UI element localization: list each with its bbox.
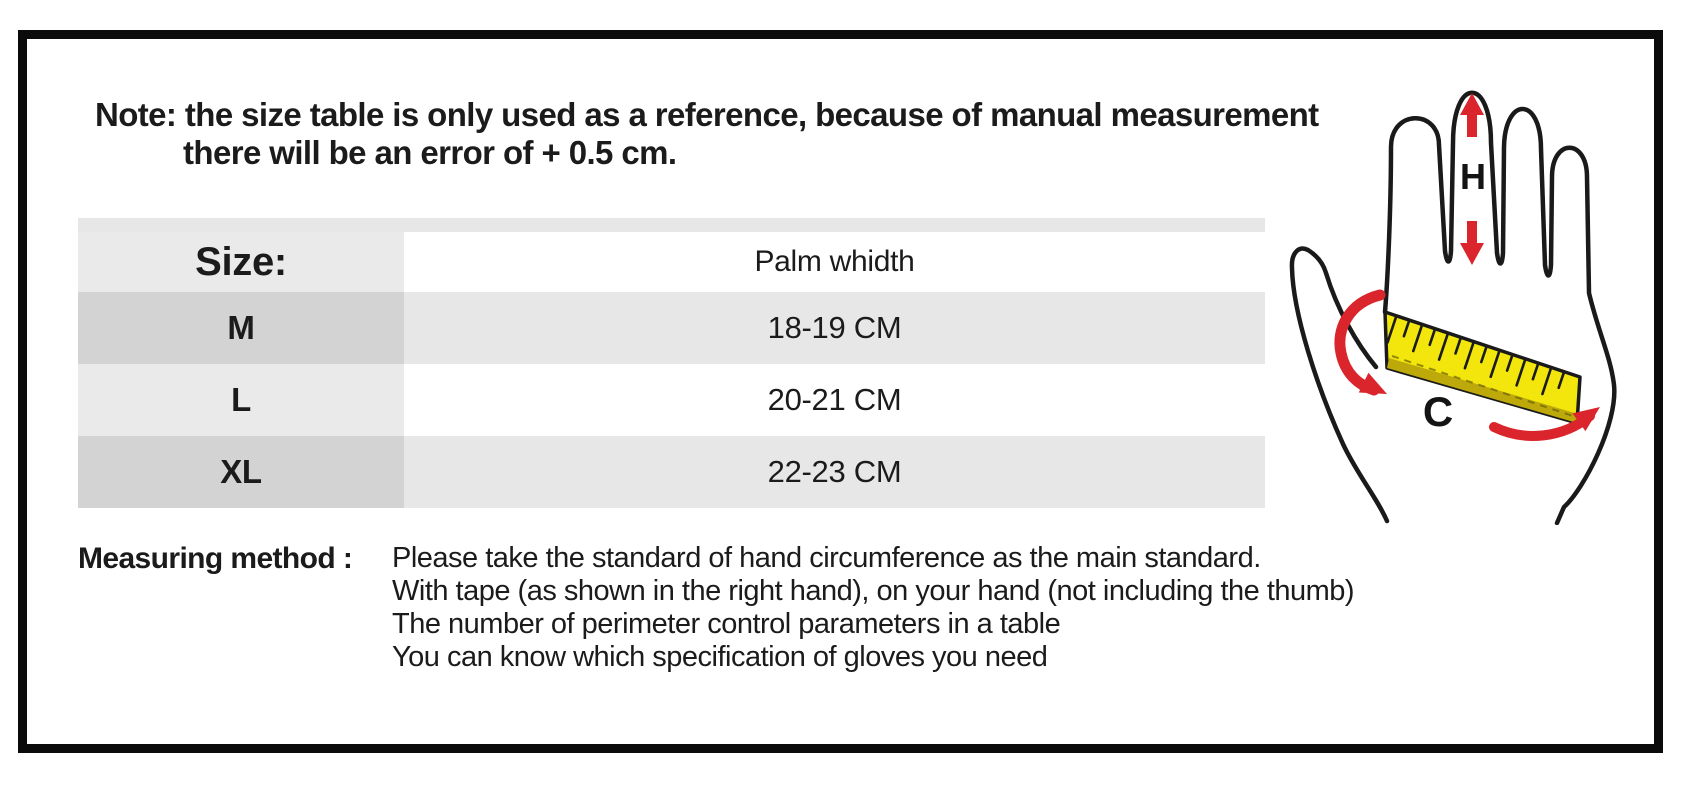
- row-l-palm-cell: 20-21 CM: [404, 364, 1265, 436]
- instruction-line-1: Please take the standard of hand circumference as the main standard.: [392, 542, 1261, 574]
- image-border-frame: [18, 30, 1663, 753]
- size-column-header: Size:: [78, 232, 404, 292]
- measuring-method-instructions: [392, 542, 1354, 674]
- row-m-size-cell: M: [78, 292, 404, 364]
- instruction-line-3: The number of perimeter control parameters in a table: [392, 608, 1061, 640]
- hand-measurement-diagram: [1280, 55, 1655, 525]
- note-text: [95, 96, 1319, 172]
- note-line-2: there will be an error of + 0.5 cm.: [183, 134, 677, 171]
- instruction-line-2: With tape (as shown in the right hand), on your hand (not including the thumb): [392, 575, 1355, 607]
- palm-width-column-header: Palm whidth: [404, 232, 1265, 292]
- size-table: [78, 218, 1265, 508]
- circumference-label: C: [1422, 388, 1454, 435]
- table-row-xl: [78, 436, 1265, 508]
- hand-outline: [1385, 93, 1614, 523]
- hand-diagram-svg: [1280, 55, 1655, 525]
- table-row-m: [78, 292, 1265, 364]
- note-line-1: Note: the size table is only used as a reference, because of manual measurement: [95, 96, 1319, 133]
- height-label: H: [1460, 156, 1486, 197]
- instruction-line-4: You can know which specification of gloves you need: [392, 641, 1048, 673]
- row-xl-palm-cell: 22-23 CM: [404, 436, 1265, 508]
- measuring-method-section: [78, 542, 1354, 674]
- table-top-strip: [78, 218, 1265, 232]
- table-row-l: [78, 364, 1265, 436]
- measuring-method-label: Measuring method :: [78, 542, 353, 575]
- row-l-size-cell: L: [78, 364, 404, 436]
- row-xl-size-cell: XL: [78, 436, 404, 508]
- row-m-palm-cell: 18-19 CM: [404, 292, 1265, 364]
- table-header-row: [78, 232, 1265, 292]
